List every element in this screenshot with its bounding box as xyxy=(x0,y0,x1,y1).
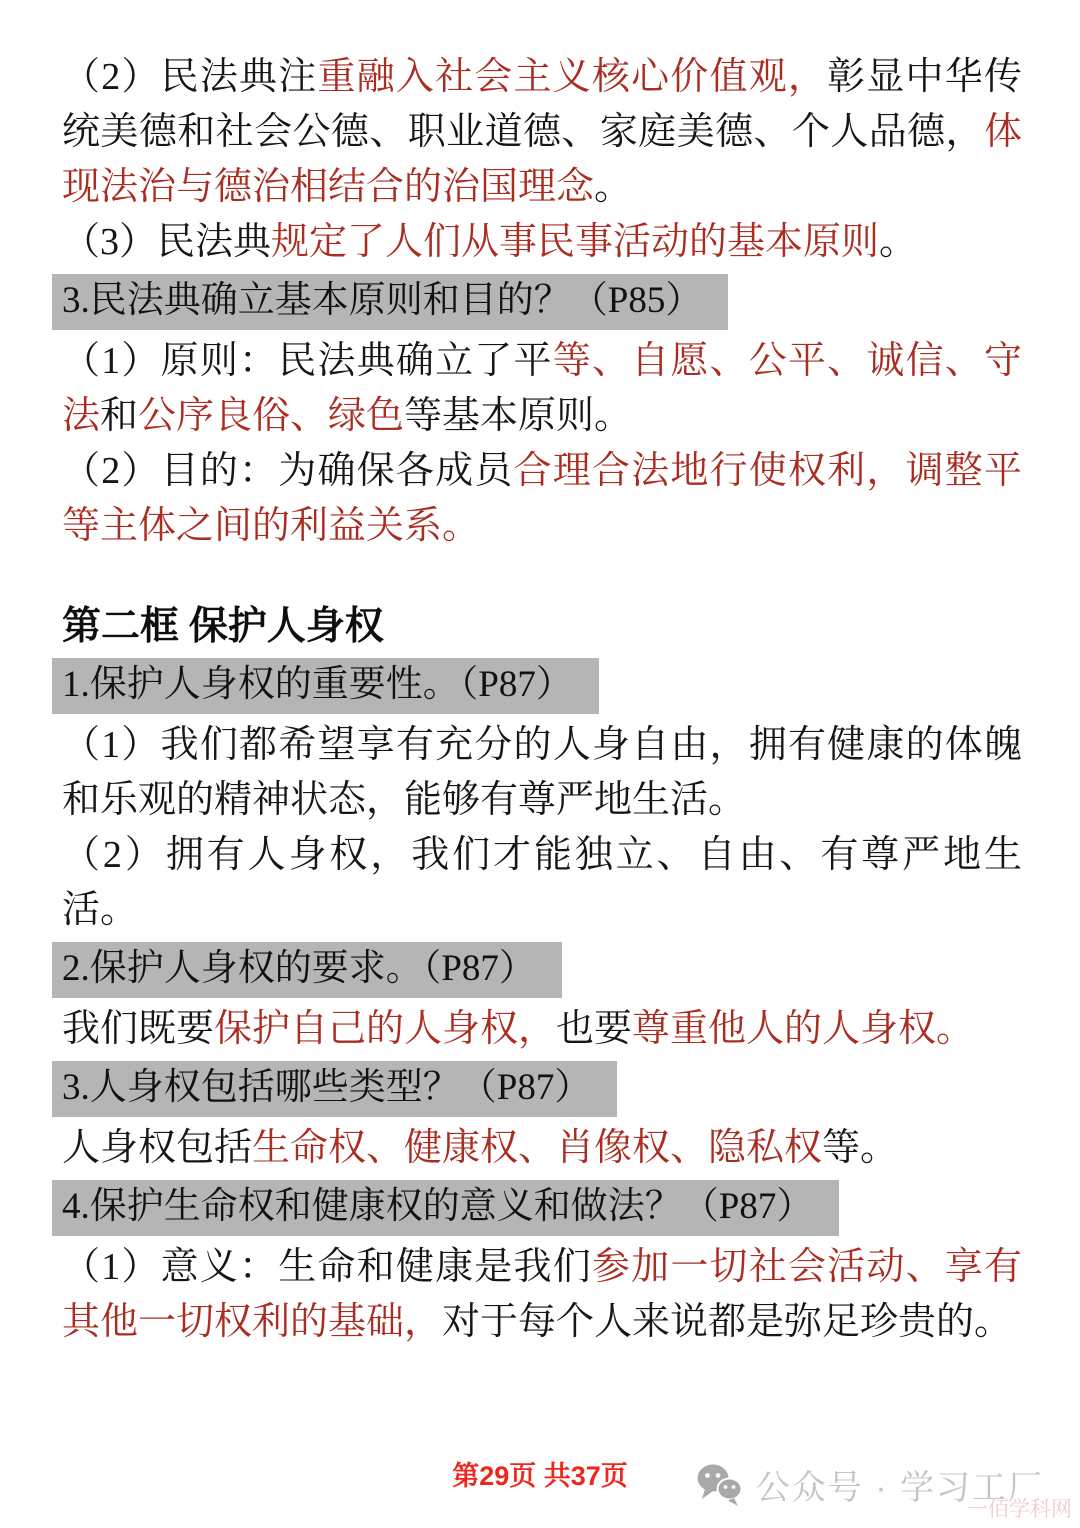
text-segment: 等。 xyxy=(822,1127,899,1169)
text-segment: （2）民法典注 xyxy=(62,56,318,98)
paragraph xyxy=(62,334,1022,444)
highlighted-heading: 4.保护生命权和健康权的意义和做法？（P87） xyxy=(52,1180,839,1236)
paragraph xyxy=(62,50,1022,215)
paragraph xyxy=(62,718,1022,828)
red-text-segment: 重融入社会主义核心价值观， xyxy=(317,56,828,98)
text-segment: （1）原则：民法典确立了平 xyxy=(62,340,553,382)
paragraph xyxy=(62,1002,1022,1057)
highlighted-heading: 3.民法典确立基本原则和目的？（P85） xyxy=(52,274,728,330)
red-text-segment: 体现法治与德治相结合的治国理念 xyxy=(62,111,1022,208)
page-footer xyxy=(0,1428,1080,1528)
paragraph xyxy=(62,215,1022,270)
red-text-segment: 保护自己的人身权， xyxy=(214,1008,557,1050)
text-segment: 。 xyxy=(594,166,633,208)
site-watermark: 一佰学科网 xyxy=(967,1498,1072,1521)
highlighted-heading: 2.保护人身权的要求。（P87） xyxy=(52,942,562,998)
text-segment: 人身权包括 xyxy=(62,1127,253,1169)
red-text-segment: 等、自愿、公平、诚信、守法 xyxy=(62,340,1022,437)
red-text-segment: 生命权、健康权、肖像权、隐私权 xyxy=(252,1127,823,1169)
red-text-segment: 公序良俗、绿色 xyxy=(138,395,405,437)
text-segment: 等基本原则。 xyxy=(404,395,633,437)
red-text-segment: 合理合法地行使权利，调整平等主体之间的利益关系。 xyxy=(62,450,1022,547)
paragraph xyxy=(62,1121,1022,1176)
highlighted-heading: 1.保护人身权的重要性。（P87） xyxy=(52,658,599,714)
red-text-segment: 尊重他人的人身权。 xyxy=(632,1008,975,1050)
highlighted-heading: 3.人身权包括哪些类型？（P87） xyxy=(52,1061,617,1117)
text-segment: （3）民法典 xyxy=(62,221,272,263)
text-segment: 彰显中华传统美德和社会公德、职业道德、家庭美德、个人品德， xyxy=(62,56,1022,153)
red-text-segment: 参加一切社会活动、享有其他一切权利的基础， xyxy=(62,1246,1022,1343)
text-segment: （1）我们都希望享有充分的人身自由，拥有健康的体魄和乐观的精神状态，能够有尊严地生活。 xyxy=(62,724,1022,821)
text-segment: （1）意义：生命和健康是我们 xyxy=(62,1246,592,1288)
text-segment: 对于每个人来说都是弥足珍贵的。 xyxy=(442,1301,1013,1343)
section-title: 第二框 保护人身权 xyxy=(62,605,384,648)
paragraph xyxy=(62,828,1022,938)
spacer xyxy=(62,554,1022,599)
paragraph xyxy=(62,1240,1022,1350)
text-segment: 也要 xyxy=(556,1008,633,1050)
document-body xyxy=(62,50,1022,1350)
wechat-account-label: 公众号 · 学习工厂 xyxy=(755,1469,1044,1507)
text-segment: 我们既要 xyxy=(62,1008,215,1050)
text-segment: （2）目的：为确保各成员 xyxy=(62,450,514,492)
page-indicator: 第29页 共37页 xyxy=(452,1461,628,1491)
wechat-icon xyxy=(696,1463,744,1507)
text-segment: 。 xyxy=(879,221,918,263)
text-segment: （2）拥有人身权，我们才能独立、自由、有尊严地生活。 xyxy=(62,834,1022,931)
paragraph xyxy=(62,444,1022,554)
text-segment: 和 xyxy=(100,395,139,437)
red-text-segment: 规定了人们从事民事活动的基本原则 xyxy=(271,221,880,263)
